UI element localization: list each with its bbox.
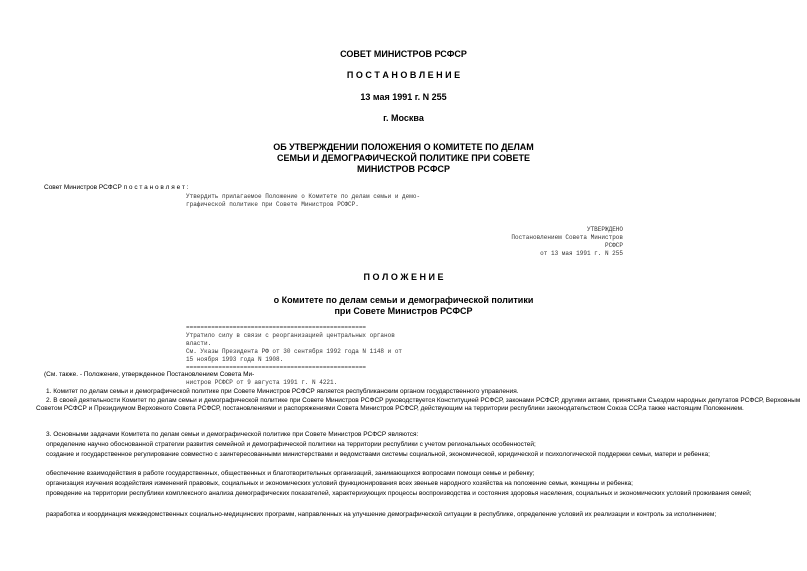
document-date: 13 мая 1991 г. N 255	[360, 92, 447, 102]
document-title-line-2: СЕМЬИ И ДЕМОГРАФИЧЕСКОЙ ПОЛИТИКЕ ПРИ СОВЕТЕ	[276, 153, 531, 163]
regulation-subtitle-line-2: при Совете Министров РСФСР	[334, 306, 473, 316]
regulation-title: П О Л О Ж Е Н И Е	[363, 272, 444, 282]
document-title-line-1: ОБ УТВЕРЖДЕНИИ ПОЛОЖЕНИЯ О КОМИТЕТЕ ПО ДЕЛАМ	[273, 142, 534, 152]
see-also-line-1: (См. также. - Положение, утвержденное Постановлением Совета Ми-	[44, 371, 255, 378]
status-line-1: Утратило силу в связи с реорганизацией центральных органов	[186, 332, 395, 339]
task-item-3: обеспечение взаимодействия в работе государственных, общественных и благотворительных организаций, занимающихся вопросами помощи семье и ребенку;	[46, 470, 535, 477]
status-line-4: 15 ноября 1993 года N 1908.	[186, 356, 284, 363]
task-item-6: разработка и координация межведомственных социально-медицинских программ, направленных на улучшение демографической ситуации в республике, определение условий их реализации и контроль за исполнением;	[46, 511, 717, 518]
preamble-text: Совет Министров РСФСР п о с т а н о в л я е т :	[44, 184, 189, 191]
task-item-2: создание и государственное регулирование совместно с заинтересованными министерствами и ведомствами системы социальной, экономической, юридической и психологической поддержки семьи, матери и ребенка;	[46, 451, 710, 458]
decree-line-1: Утвердить прилагаемое Положение о Комитете по делам семьи и демо-	[186, 193, 421, 200]
paragraph-3: 3. Основными задачами Комитета по делам семьи и демографической политике при Совете Министров РСФСР являются:	[46, 431, 419, 438]
document-city: г. Москва	[383, 113, 424, 123]
task-item-5: проведение на территории республики комплексного анализа демографических показателей, характеризующих процессы воспроизводства и состояния здоровья населения, социальных и экономических условий проживания семей;	[46, 490, 752, 497]
regulation-subtitle-line-1: о Комитете по делам семьи и демографической политики	[273, 295, 534, 305]
paragraph-1: 1. Комитет по делам семьи и демографической политике при Совете Министров РСФСР является республиканским органом государственного управления.	[46, 388, 519, 395]
status-separator-top: ==================================================	[186, 324, 367, 331]
task-item-4: организация изучения воздействия изменений правовых, социальных и экономических условий функционирования всех звеньев народного хозяйства на положение семьи, женщины и ребенка;	[46, 480, 633, 487]
document-title-line-3: МИНИСТРОВ РСФСР	[356, 164, 451, 174]
status-line-3: См. Указы Президента РФ от 30 сентября 1992 года N 1148 и от	[186, 348, 403, 355]
approval-line-1: УТВЕРЖДЕНО	[586, 226, 623, 233]
approval-line-3: РСФСР	[604, 242, 623, 249]
document-type-heading: П О С Т А Н О В Л Е Н И Е	[346, 70, 461, 80]
status-line-2: власти.	[186, 340, 212, 347]
approval-line-4: от 13 мая 1991 г. N 255	[540, 250, 623, 257]
approval-line-2: Постановлением Совета Министров	[511, 234, 623, 241]
issuer-heading: СОВЕТ МИНИСТРОВ РСФСР	[340, 49, 467, 59]
paragraph-2: 2. В своей деятельности Комитет по делам семьи и демографической политике при Совете Министров РСФСР руководствуется Конституцией РСФСР, законами РСФСР, другими актами, принятыми Съездом народных депутатов РСФСР, Верховным Советом РСФСР и Президиумом Верховного Совета РСФСР, постановлениями и распоряжениями Совета Министров РСФСР, действующим на территории республики законодательством Союза ССР,а также настоящим Положением.	[36, 397, 801, 413]
see-also-line-2: нистров РСФСР от 9 августа 1991 г. N 4221.	[186, 379, 338, 386]
decree-line-2: графической политике при Совете Министров РСФСР.	[186, 201, 359, 208]
status-separator-bottom: ==================================================	[186, 364, 367, 371]
task-item-1: определение научно обоснованной стратегии развития семейной и демографической политики на территории республики с учетом региональных особенностей;	[46, 441, 536, 448]
